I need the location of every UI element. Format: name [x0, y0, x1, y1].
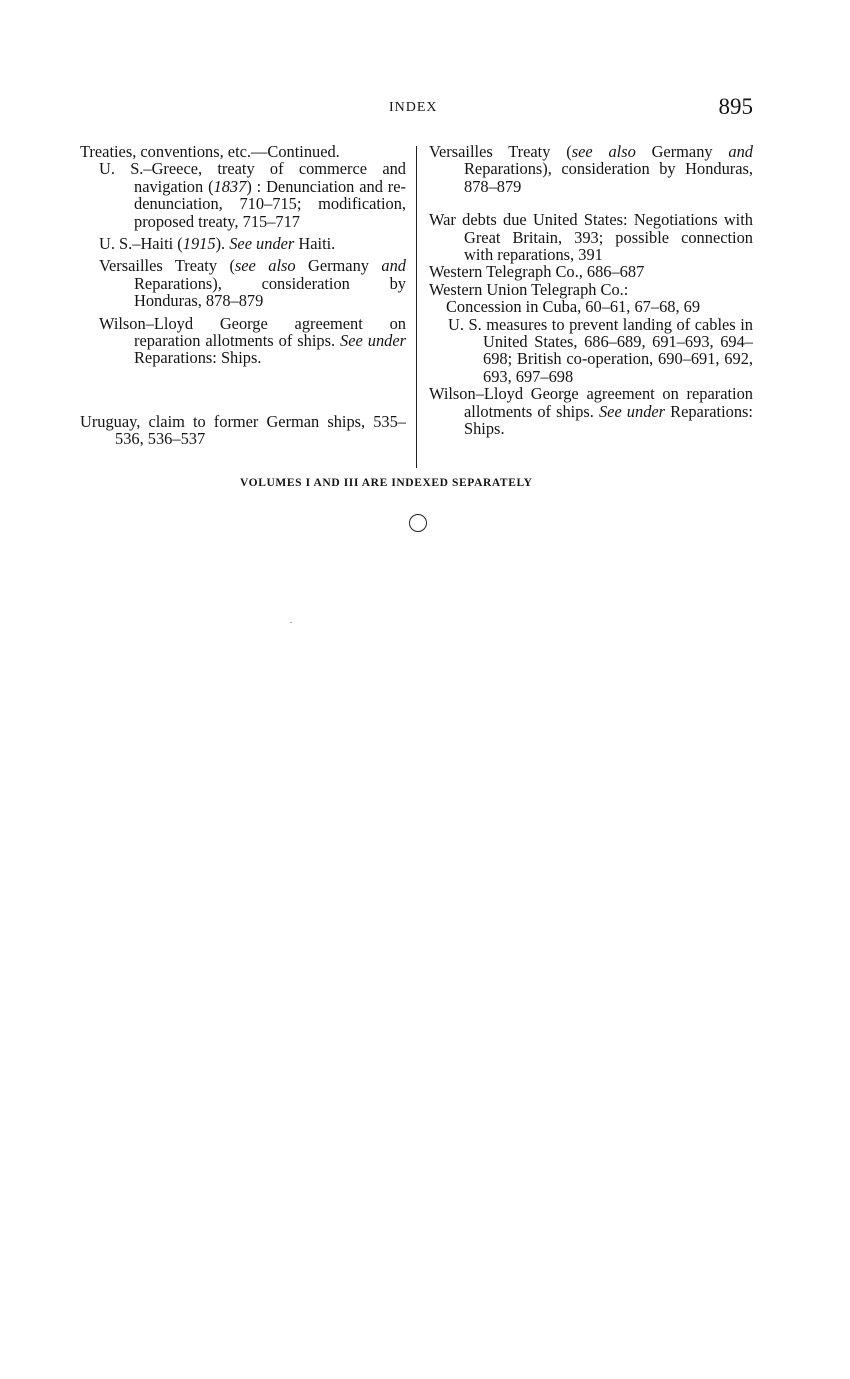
index-subentry-cuba-concession: Concession in Cuba, 60–61, 67–68, 69 [446, 297, 701, 317]
index-entry-western-union: Western Union Telegraph Co.: [429, 279, 629, 299]
circle-mark-icon [409, 514, 427, 532]
index-subentry-us-greece: U. S.–Greece, treaty of commerce and navigation (1837) : Denunciation and re-denunciation, 710–715; modification, proposed treaty, 715–717 [99, 159, 406, 231]
index-subentry-wilson-lloyd-george: Wilson–Lloyd George agreement on reparation allotments of ships. See under Reparations: Ships. [99, 313, 406, 368]
page-number: 895 [718, 94, 753, 119]
index-entry-wilson-lloyd-george: Wilson–Lloyd George agreement on reparation allotments of ships. See under Reparations: Ships. [429, 384, 753, 439]
index-subentry-cable-measures: U. S. measures to prevent landing of cables in United States, 686–689, 691–693, 694–698; British co-operation, 690–691, 692, 693, 697–698 [448, 314, 753, 386]
index-entry-uruguay: Uruguay, claim to former German ships, 535–536, 536–537 [80, 411, 406, 449]
volumes-note: VOLUMES I AND III ARE INDEXED SEPARATELY [240, 477, 533, 489]
page-speck [290, 622, 292, 623]
index-entry-treaties: Treaties, conventions, etc.—Continued. [80, 142, 340, 161]
running-head: INDEX [389, 100, 438, 115]
index-column-right [429, 143, 753, 438]
index-entry-war-debts: War debts due United States: Negotiations with Great Britain, 393; possible connection with reparations, 391 [429, 210, 753, 265]
index-entry-western-telegraph: Western Telegraph Co., 686–687 [429, 262, 645, 282]
index-subentry-us-haiti: U. S.–Haiti (1915). See under Haiti. [99, 234, 336, 254]
index-column-left [80, 143, 406, 448]
column-rule [416, 146, 417, 468]
index-subentry-versailles: Versailles Treaty (see also Germany and Reparations), consideration by Honduras, 878–879 [99, 256, 406, 311]
index-entry-versailles-treaty: Versailles Treaty (see also Germany and Reparations), consideration by Honduras, 878–879 [429, 142, 753, 196]
